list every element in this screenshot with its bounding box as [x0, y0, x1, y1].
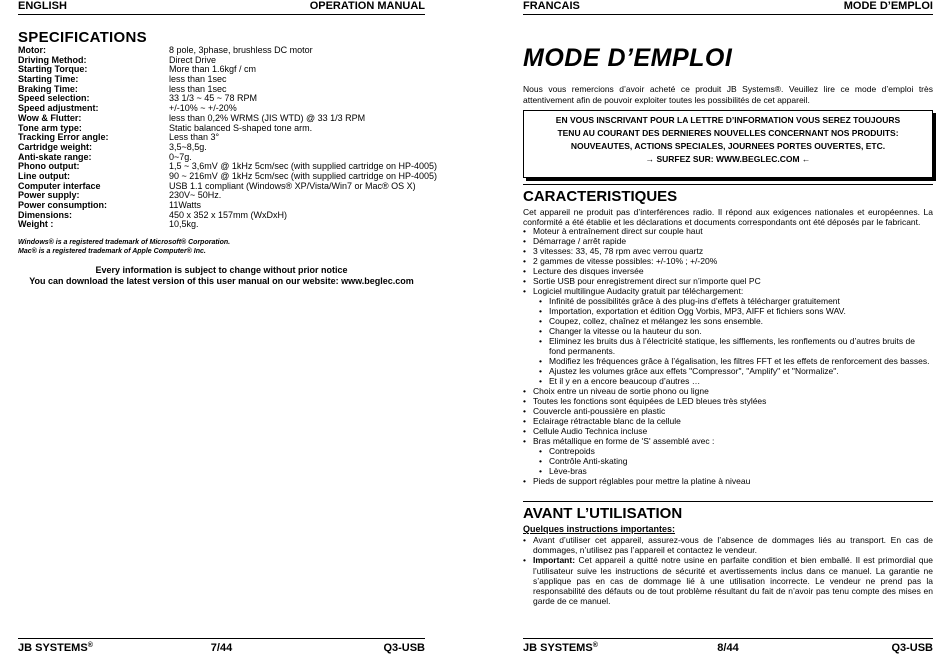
feature-item: • Démarrage / arrêt rapide	[523, 236, 933, 246]
spec-key: Starting Torque:	[18, 64, 88, 75]
footer-page-number: 8/44	[717, 642, 739, 654]
newsletter-line: NOUVEAUTES, ACTIONS SPECIALES, JOURNEES PORTES OUVERTES, ETC.	[570, 141, 886, 151]
features-intro: Cet appareil ne produit pas d’interférences radio. Il répond aux exigences nationales et européennes. La conformité a été établie et les déclarations et documents correspondants ont été déposés par le fabricant.	[523, 207, 933, 227]
newsletter-link[interactable]: → SURFEZ SUR: WWW.BEGLEC.COM ←	[645, 154, 811, 164]
feature-subitem: • Contrôle Anti-skating	[523, 456, 933, 466]
right-page-footer	[523, 638, 933, 655]
spec-key: Anti-skate range:	[18, 151, 92, 162]
specifications-title: SPECIFICATIONS	[18, 29, 147, 46]
instruction-item	[523, 535, 933, 555]
spec-value: 0~7g.	[169, 151, 192, 162]
spec-value: Static balanced S-shaped tone arm.	[169, 122, 313, 133]
spec-key: Line output:	[18, 170, 70, 181]
instruction-text: Avant d’utiliser cet appareil, assurez-vous de l’absence de dommages liés au transport. En cas de dommages, n’utilisez pas l’appareil et contactez le vendeur.	[533, 535, 933, 556]
spec-key: Weight :	[18, 219, 54, 230]
newsletter-line: EN VOUS INSCRIVANT POUR LA LETTRE D’INFORMATION VOUS SEREZ TOUJOURS	[555, 115, 901, 125]
feature-subitem: • Contrepoids	[523, 446, 933, 456]
spec-key: Cartridge weight:	[18, 141, 93, 152]
change-notice	[18, 265, 425, 287]
newsletter-box	[523, 110, 933, 178]
feature-subitem: • Lève-bras	[523, 466, 933, 476]
left-page-footer	[18, 638, 425, 655]
spec-value: less than 1sec	[169, 83, 227, 94]
notice-line-2: You can download the latest version of this user manual on our website: www.beglec.com	[29, 276, 414, 286]
feature-item: • Couvercle anti-poussière en plastic	[523, 406, 933, 416]
manual-label: OPERATION MANUAL	[309, 0, 425, 12]
spec-value: +/-10% ~ +/-20%	[169, 103, 237, 114]
feature-item: • Logiciel multilingue Audacity gratuit par téléchargement:	[523, 286, 933, 296]
feature-item: • 3 vitesses: 33, 45, 78 rpm avec verrou quartz	[523, 246, 933, 256]
spec-key: Speed selection:	[18, 93, 90, 104]
footer-brand: JB SYSTEMS®	[523, 642, 598, 654]
left-page	[18, 0, 438, 654]
spec-key: Motor:	[18, 45, 46, 55]
instruction-emphasis: Important:	[533, 555, 576, 566]
page-title: MODE D’EMPLOI	[523, 44, 733, 72]
spec-key: Dimensions:	[18, 209, 73, 220]
intro-paragraph: Nous vous remercions d’avoir acheté ce produit JB Systems®. Veuillez lire ce mode d’emploi très attentivement afin de pouvoir exploiter toutes les possibilités de cet appareil.	[523, 84, 933, 105]
feature-item: • Pieds de support réglables pour mettre la platine à niveau	[523, 476, 933, 486]
spec-key: Power supply:	[18, 190, 80, 201]
spec-value: 10,5kg.	[169, 219, 199, 230]
spec-value: less than 0,2% WRMS (JIS WTD) @ 33 1/3 RPM	[169, 112, 366, 123]
instruction-text: Cet appareil a quitté notre usine en parfaite condition et bien emballé. Il est primordial que l’utilisateur suive les instructions de sécurité et avertissements inclus dans ce manuel. La garantie ne s’applique pas en cas de dommage lié à une utilisation incorrecte. Le vendeur ne prend pas la responsabilité des défauts ou de tout problème résultant du fait de n’avoir pas tenu compte des mises en garde de ce manuel.	[533, 555, 933, 607]
spec-value: less than 1sec	[169, 74, 227, 85]
feature-item: • Bras métallique en forme de 'S' assemblé avec :	[523, 436, 933, 446]
spec-value: 3,5~8,5g.	[169, 141, 207, 152]
trademark-windows: Windows® is a registered trademark of Microsoft® Corporation.	[18, 239, 231, 246]
newsletter-line: TENU AU COURANT DES DERNIERES NOUVELLES CONCERNANT NOS PRODUITS:	[557, 128, 899, 138]
spec-value: More than 1.6kgf / cm	[169, 64, 257, 75]
spec-value: 230V~ 50Hz.	[169, 190, 222, 201]
instruction-item	[523, 555, 933, 606]
feature-subitem: • Changer la vitesse ou la hauteur du son.	[523, 326, 933, 336]
feature-subitem: • Ajustez les volumes grâce aux effets "Compressor", "Amplify" et "Normalize".	[523, 366, 933, 376]
notice-line-1: Every information is subject to change without prior notice	[95, 265, 348, 275]
trademark-notes	[18, 238, 230, 256]
right-page-header	[523, 0, 933, 15]
spec-value: 450 x 352 x 157mm (WxDxH)	[169, 209, 288, 220]
instructions-list	[523, 535, 933, 606]
feature-subitem: • Infinité de possibilités grâce à des plug-ins d’effets à télécharger gratuitement	[523, 296, 933, 306]
spec-key: Phono output:	[18, 161, 80, 172]
feature-subitem: • Et il y en a encore beaucoup d’autres …	[523, 376, 933, 386]
spec-key: Computer interface	[18, 180, 101, 191]
feature-subitem: • Modifiez les fréquences grâce à l’égalisation, les filtres FFT et les effets de renforcement des basses.	[523, 356, 933, 366]
feature-subitem: • Importation, exportation et édition Ogg Vorbis, MP3, AIFF et fichiers sons WAV.	[523, 306, 933, 316]
feature-item: • Choix entre un niveau de sortie phono ou ligne	[523, 386, 933, 396]
feature-item: • Eclairage rétractable blanc de la cellule	[523, 416, 933, 426]
spec-value: 11Watts	[169, 200, 202, 210]
spec-value: 33 1/3 ~ 45 ~ 78 RPM	[169, 93, 258, 104]
feature-item: • Cellule Audio Technica incluse	[523, 426, 933, 436]
spec-value: Direct Drive	[169, 54, 217, 65]
spec-key: Wow & Flutter:	[18, 112, 82, 123]
spec-value: 1,5 ~ 3,6mV @ 1kHz 5cm/sec (with supplied cartridge on HP-4005)	[169, 161, 438, 172]
spec-key: Driving Method:	[18, 54, 87, 65]
spec-key: Braking Time:	[18, 83, 78, 94]
feature-item: • Sortie USB pour enregistrement direct sur n’importe quel PC	[523, 276, 933, 286]
feature-subitem: • Eliminez les bruits dus à l’électricité statique, les sifflements, les ronflements ou d’autres bruits de fond permanents.	[523, 336, 933, 356]
feature-item: • 2 gammes de vitesse possibles: +/-10% ; +/-20%	[523, 256, 933, 266]
spec-key: Starting Time:	[18, 74, 79, 85]
instructions-subheading: Quelques instructions importantes:	[523, 524, 676, 534]
features-title: CARACTERISTIQUES	[523, 184, 933, 205]
trademark-mac: Mac® is a registered trademark of Apple Computer® Inc.	[18, 248, 206, 255]
spec-key: Power consumption:	[18, 200, 108, 210]
feature-item: • Toutes les fonctions sont équipées de LED bleues très stylées	[523, 396, 933, 406]
feature-item: • Moteur à entraînement direct sur couple haut	[523, 226, 933, 236]
language-label: ENGLISH	[18, 0, 67, 12]
feature-item: • Lecture des disques inversée	[523, 266, 933, 276]
footer-model: Q3-USB	[383, 642, 425, 654]
before-use-title: AVANT L’UTILISATION	[523, 501, 933, 522]
spec-value: USB 1.1 compliant (Windows® XP/Vista/Win7 or Mac® OS X)	[169, 180, 416, 191]
footer-brand: JB SYSTEMS®	[18, 642, 93, 654]
manual-label: MODE D’EMPLOI	[843, 0, 933, 12]
features-list	[523, 226, 933, 486]
spec-key: Speed adjustment:	[18, 103, 99, 114]
feature-subitem: • Coupez, collez, chaînez et mélangez les sons ensemble.	[523, 316, 933, 326]
spec-value: Less than 3°	[169, 132, 220, 143]
spec-value: 90 ~ 216mV @ 1kHz 5cm/sec (with supplied cartridge on HP-4005)	[169, 170, 438, 181]
footer-model: Q3-USB	[891, 642, 933, 654]
right-page	[523, 0, 933, 654]
footer-page-number: 7/44	[210, 642, 233, 654]
language-label: FRANCAIS	[523, 0, 580, 12]
spec-key: Tone arm type:	[18, 122, 82, 133]
spec-key: Tracking Error angle:	[18, 132, 109, 143]
spec-value: 8 pole, 3phase, brushless DC motor	[169, 45, 313, 55]
left-page-header	[18, 0, 425, 15]
